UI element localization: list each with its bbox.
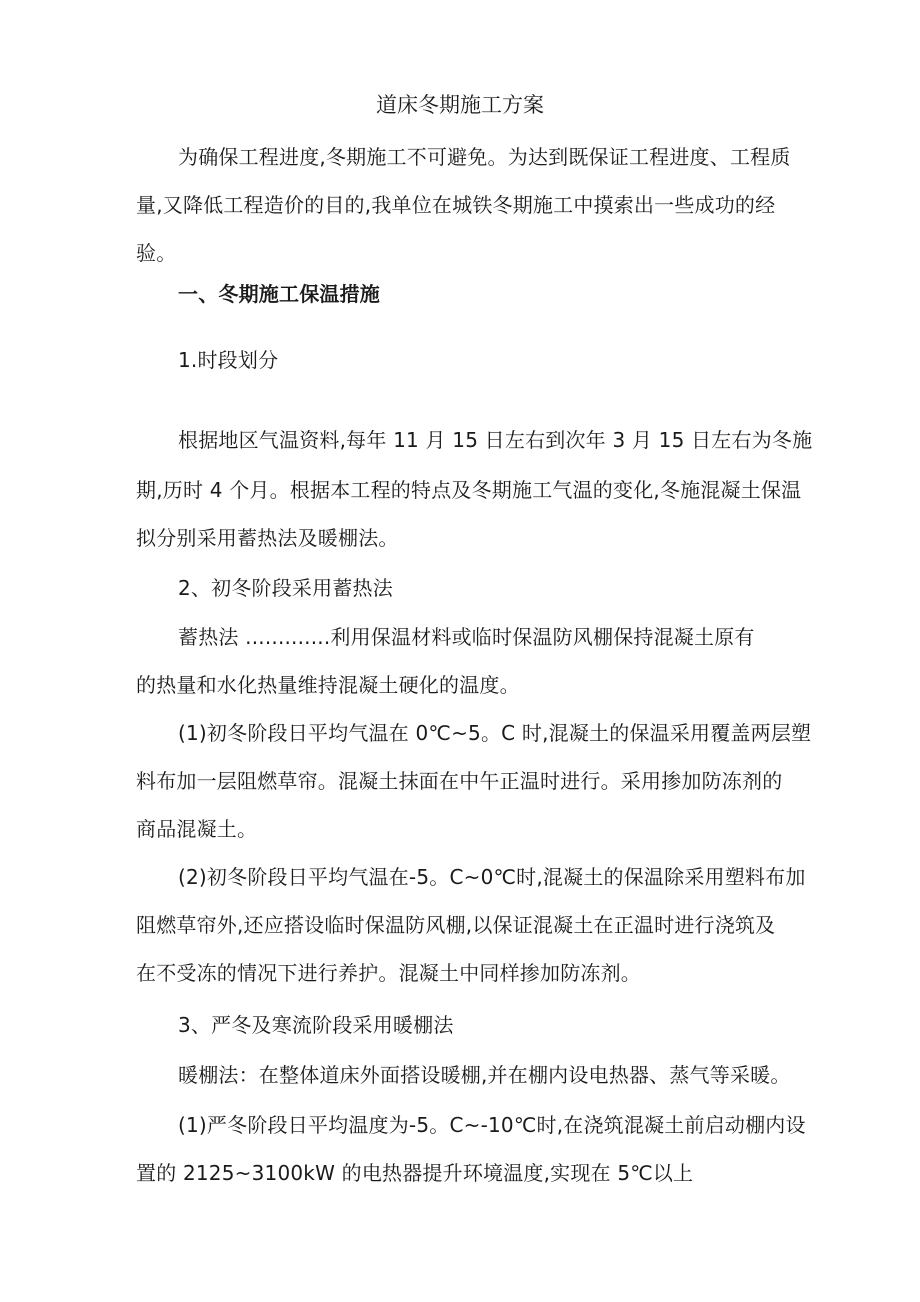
paragraph-line: 商品混凝土。 bbox=[136, 817, 258, 841]
paragraph-line: 根据地区气温资料,每年 11 月 15 日左右到次年 3 月 15 日左右为冬施 bbox=[178, 428, 813, 452]
paragraph-line: 量,又降低工程造价的目的,我单位在城铁冬期施工中摸索出一些成功的经 bbox=[136, 193, 776, 217]
paragraph-line: 验。 bbox=[136, 241, 177, 265]
paragraph-line: 置的 2125~3100kW 的电热器提升环境温度,实现在 5℃以上 bbox=[136, 1161, 694, 1185]
paragraph-line: 在不受冻的情况下进行养护。混凝土中同样掺加防冻剂。 bbox=[136, 961, 641, 985]
paragraph-line: 拟分别采用蓄热法及暖棚法。 bbox=[136, 526, 399, 550]
paragraph-line: 阻燃草帘外,还应搭设临时保温防风棚,以保证混凝土在正温时进行浇筑及 bbox=[136, 913, 776, 937]
subsection-heading: 2、初冬阶段采用蓄热法 bbox=[178, 576, 393, 600]
paragraph-line: 为确保工程进度,冬期施工不可避免。为达到既保证工程进度、工程质 bbox=[178, 145, 791, 169]
paragraph-line: 蓄热法 .............利用保温材料或临时保温防风棚保持混凝土原有 bbox=[178, 625, 755, 649]
paragraph-line: (2)初冬阶段日平均气温在-5。C~0℃时,混凝土的保温除采用塑料布加 bbox=[178, 865, 806, 889]
document-title: 道床冬期施工方案 bbox=[376, 93, 544, 117]
paragraph-line: (1)严冬阶段日平均温度为-5。C~-10℃时,在浇筑混凝土前启动棚内设 bbox=[178, 1113, 806, 1137]
subsection-heading: 1.时段划分 bbox=[178, 348, 279, 372]
paragraph-line: 暖棚法：在整体道床外面搭设暖棚,并在棚内设电热器、蒸气等采暖。 bbox=[178, 1063, 791, 1087]
section-heading: 一、冬期施工保温措施 bbox=[178, 282, 380, 306]
paragraph-line: (1)初冬阶段日平均气温在 0℃~5。C 时,混凝土的保温采用覆盖两层塑 bbox=[178, 721, 812, 745]
paragraph-line: 的热量和水化热量维持混凝土硬化的温度。 bbox=[136, 673, 520, 697]
subsection-heading: 3、严冬及寒流阶段采用暖棚法 bbox=[178, 1013, 454, 1037]
paragraph-line: 料布加一层阻燃草帘。混凝土抹面在中午正温时进行。采用掺加防冻剂的 bbox=[136, 769, 783, 793]
paragraph-line: 期,历时 4 个月。根据本工程的特点及冬期施工气温的变化,冬施混凝土保温 bbox=[136, 478, 802, 502]
